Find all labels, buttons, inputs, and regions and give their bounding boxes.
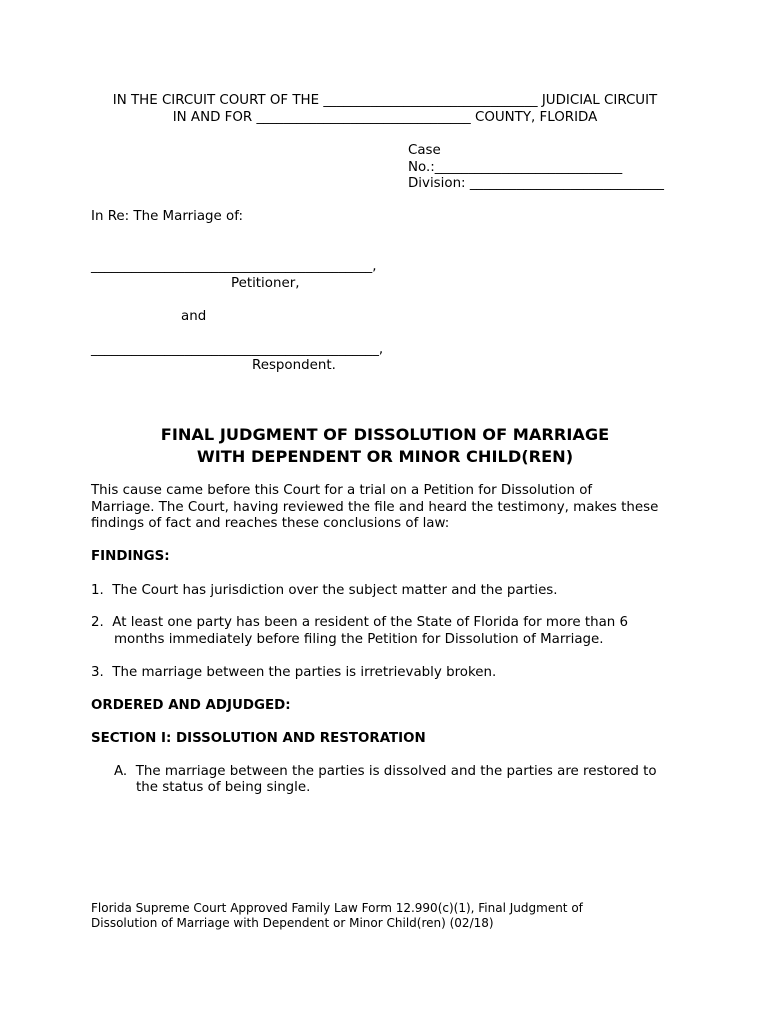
findings-heading: FINDINGS: — [91, 549, 170, 564]
section-1-heading: SECTION I: DISSOLUTION AND RESTORATION — [91, 731, 426, 746]
petitioner-name-line: __________________________________________, — [91, 259, 377, 274]
division-field: Division: _____________________________ — [408, 176, 664, 191]
footer-line-1: Florida Supreme Court Approved Family Law Form 12.990(c)(1), Final Judgment of — [91, 901, 583, 915]
case-label: Case — [408, 143, 441, 158]
court-line-2: IN AND FOR ________________________________ COUNTY, FLORIDA — [172, 110, 598, 125]
document-title-line-1: FINAL JUDGMENT OF DISSOLUTION OF MARRIAGE — [160, 425, 610, 444]
ordered-heading: ORDERED AND ADJUDGED: — [91, 698, 291, 713]
finding-2-line-1: 2. At least one party has been a resident of the State of Florida for more than 6 — [91, 615, 629, 630]
intro-line-1: This cause came before this Court for a trial on a Petition for Dissolution of — [91, 483, 593, 498]
intro-line-2: Marriage. The Court, having reviewed the file and heard the testimony, makes these — [91, 500, 659, 515]
footer-line-2: Dissolution of Marriage with Dependent or Minor Child(ren) (02/18) — [91, 916, 494, 930]
intro-line-3: findings of fact and reaches these conclusions of law: — [91, 516, 450, 531]
finding-2-line-2: months immediately before filing the Petition for Dissolution of Marriage. — [114, 632, 604, 647]
and-label: and — [181, 309, 207, 324]
finding-1: 1. The Court has jurisdiction over the subject matter and the parties. — [91, 583, 558, 598]
in-re-label: In Re: The Marriage of: — [91, 209, 243, 224]
item-a-line-2: the status of being single. — [136, 780, 311, 795]
respondent-name-line: ___________________________________________, — [91, 342, 384, 357]
respondent-label: Respondent. — [252, 358, 336, 373]
court-line-1: IN THE CIRCUIT COURT OF THE ________________________________ JUDICIAL CIRCUIT — [112, 93, 658, 108]
case-number-field: No.:____________________________ — [408, 160, 623, 175]
item-a-line-1: A. The marriage between the parties is dissolved and the parties are restored to — [114, 764, 657, 779]
finding-3: 3. The marriage between the parties is irretrievably broken. — [91, 665, 497, 680]
petitioner-label: Petitioner, — [231, 276, 300, 291]
document-title-line-2: WITH DEPENDENT OR MINOR CHILD(REN) — [196, 447, 574, 466]
